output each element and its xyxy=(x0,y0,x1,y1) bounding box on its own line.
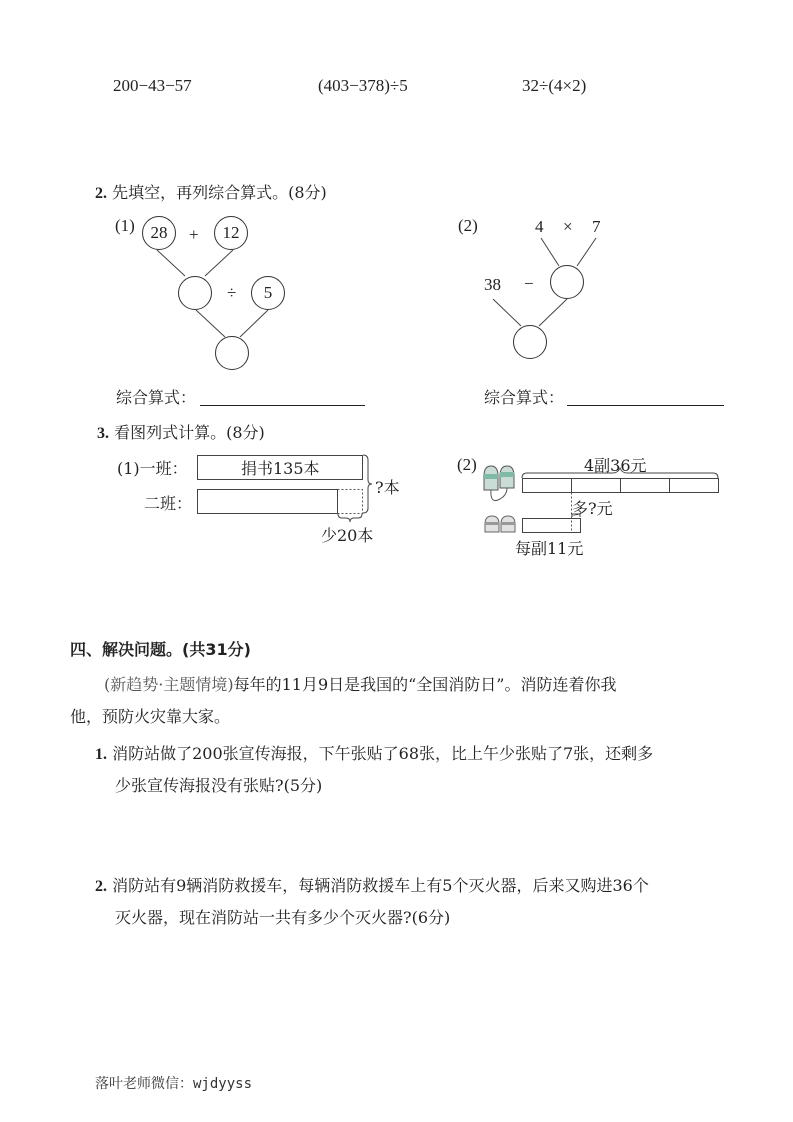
circle-28: 28 xyxy=(142,216,176,250)
circle-5: 5 xyxy=(251,276,285,310)
problem-2 xyxy=(95,870,649,902)
minuend-38: 38 xyxy=(484,275,501,294)
problem-2-line-2: 灭火器，现在消防站一共有多少个灭火器?(6分) xyxy=(115,908,451,927)
circle-12: 12 xyxy=(214,216,248,250)
intro-text: 每年的11月9日是我国的“全国消防日”。消防连着你我 xyxy=(233,675,617,694)
expression-3: 32÷(4×2) xyxy=(522,76,587,95)
answer-label-2: 综合算式： xyxy=(484,388,565,407)
difference-brace xyxy=(338,514,362,522)
question-title: 看图列式计算。(8分) xyxy=(114,423,265,442)
problem-1-line-2: 少张宣传海报没有张贴?(5分) xyxy=(115,776,323,795)
total-brace xyxy=(363,455,372,513)
each-price-label: 每副11元 xyxy=(515,539,584,558)
dashed-difference xyxy=(338,490,363,514)
intro-line-1 xyxy=(104,669,616,700)
gloves-icon xyxy=(485,516,515,532)
mittens-icon xyxy=(484,466,514,501)
operator-minus: − xyxy=(524,274,534,293)
problem-number: 1. xyxy=(95,746,107,763)
question-number: 2. xyxy=(95,185,107,202)
class-1-label: 一班： xyxy=(139,459,188,478)
question-number: 3. xyxy=(97,425,109,442)
class-2-bar xyxy=(198,490,338,514)
question-title: 先填空，再列综合算式。(8分) xyxy=(112,183,327,202)
part-1-label: (1) xyxy=(115,216,135,235)
footer-contact: 落叶老师微信：wjdyyss xyxy=(95,1076,253,1092)
total-question-label: ?本 xyxy=(375,478,400,497)
intro-tag: (新趋势·主题情境) xyxy=(104,675,234,694)
part-2-label: (2) xyxy=(458,216,478,235)
part-label: (1) xyxy=(117,459,140,478)
problem-number: 2. xyxy=(95,878,107,895)
bar-1-text: 捐书135本 xyxy=(241,459,320,478)
class-2-label: 二班： xyxy=(144,494,193,513)
section-4-title: 四、解决问题。(共31分) xyxy=(70,640,251,659)
expression-1: 200−43−57 xyxy=(113,76,192,95)
operator-plus: + xyxy=(189,225,199,244)
operator-divide: ÷ xyxy=(227,283,237,302)
q3-part-2-label: (2) xyxy=(457,455,477,474)
factor-7: 7 xyxy=(592,217,601,236)
more-label: 多?元 xyxy=(572,499,613,518)
problem-text-line-1: 消防站有9辆消防救援车，每辆消防救援车上有5个灭火器，后来又购进36个 xyxy=(112,876,649,895)
difference-label: 少20本 xyxy=(321,526,374,545)
expression-2: (403−378)÷5 xyxy=(318,76,408,95)
top-total-label: 4副36元 xyxy=(584,456,647,475)
intro-line-2: 他，预防火灾靠大家。 xyxy=(70,707,231,726)
problem-text-line-1: 消防站做了200张宣传海报，下午张贴了68张，比上午少张贴了7张，还剩多 xyxy=(112,744,654,763)
operator-times: × xyxy=(563,217,573,236)
factor-4: 4 xyxy=(535,217,544,236)
answer-label-1: 综合算式： xyxy=(116,388,197,407)
problem-1 xyxy=(95,738,653,770)
